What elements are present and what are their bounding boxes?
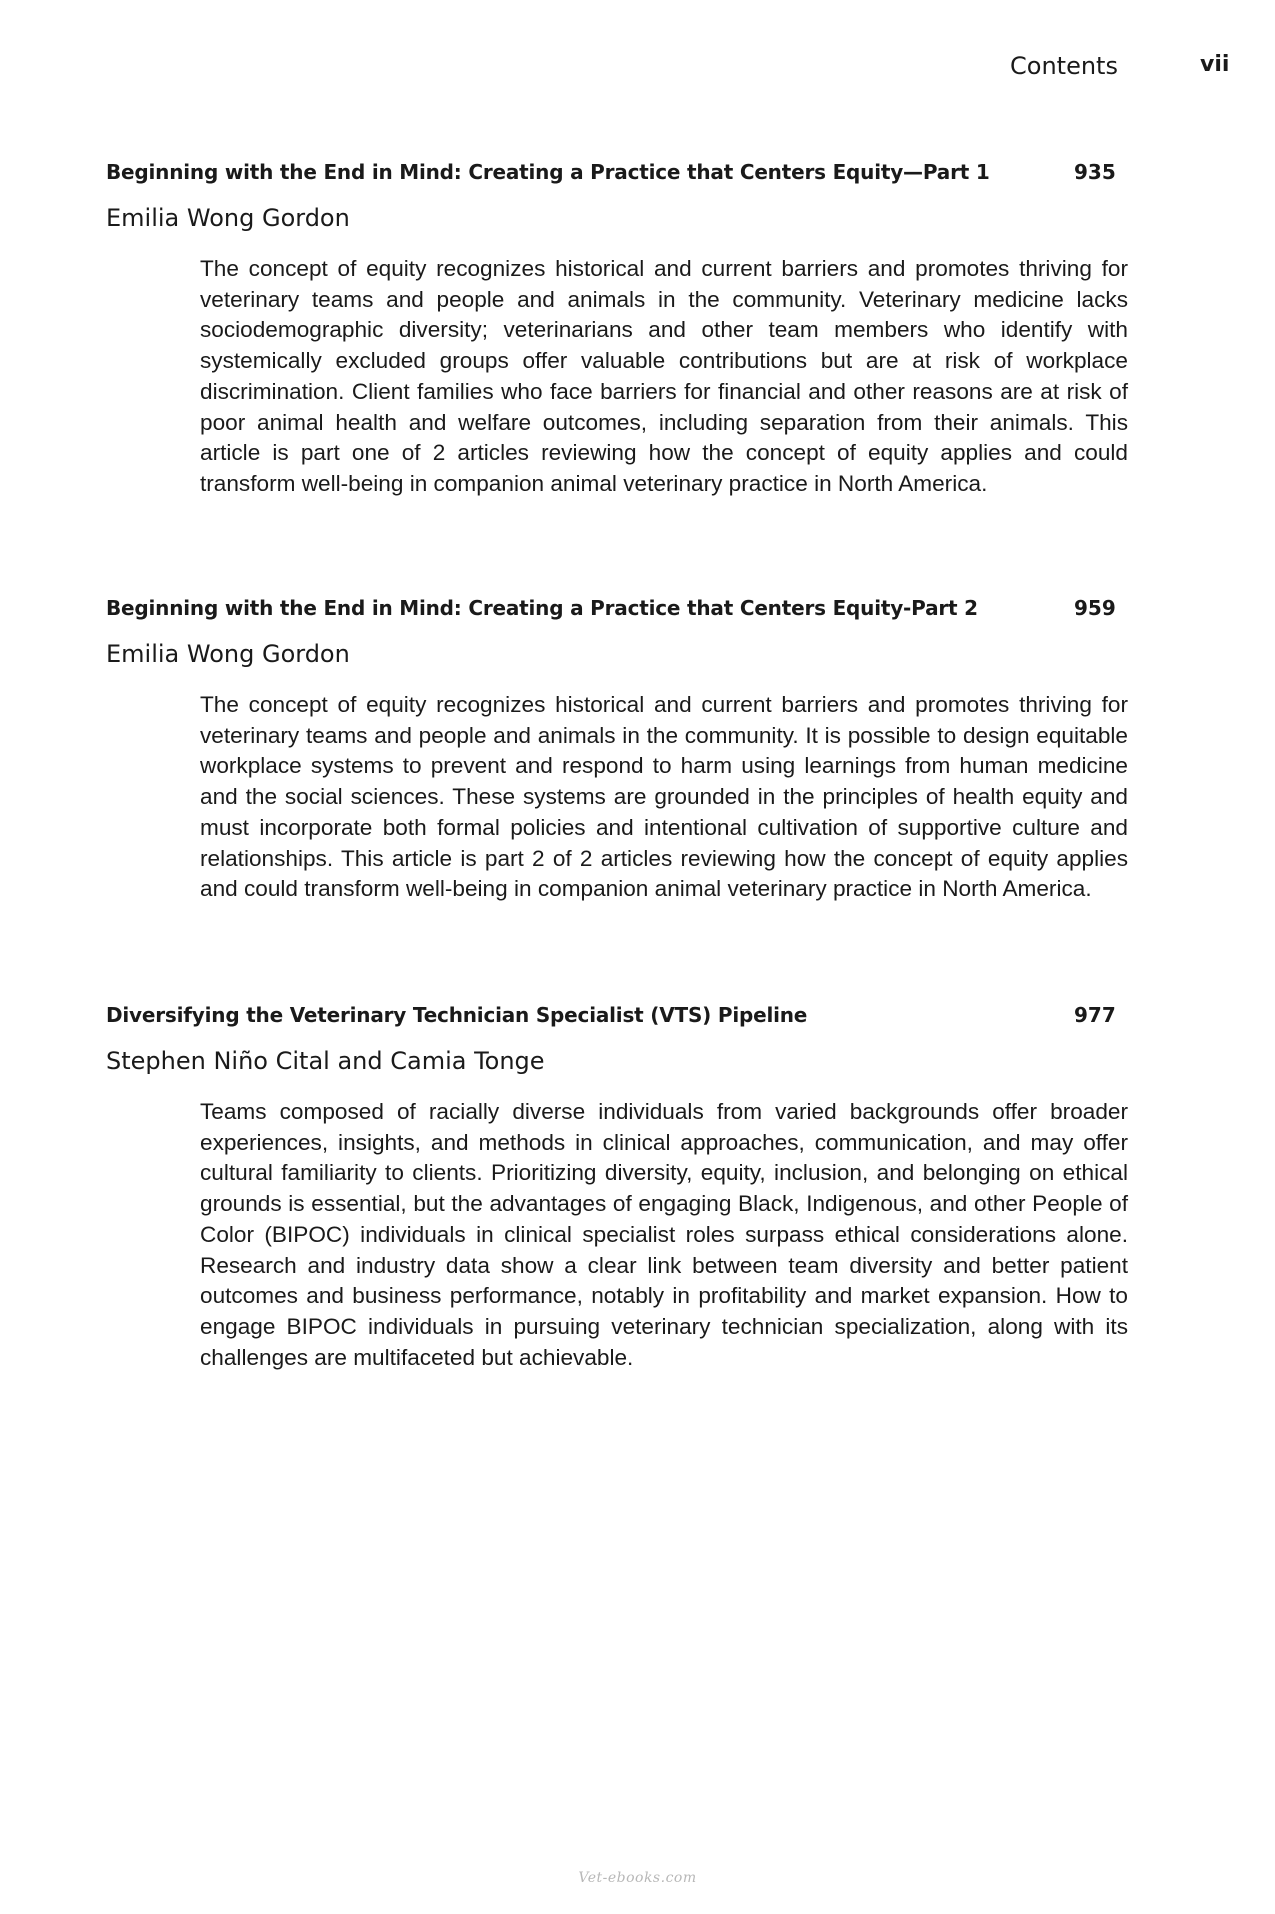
entry-title-row bbox=[106, 1003, 1116, 1037]
watermark-logo: Vet-ebooks.com bbox=[578, 1870, 697, 1886]
entry-authors: Emilia Wong Gordon bbox=[106, 640, 350, 668]
entry-authors: Stephen Niño Cital and Camia Tonge bbox=[106, 1047, 545, 1075]
page-number: vii bbox=[1200, 52, 1230, 77]
toc-entry bbox=[106, 160, 1128, 500]
entry-title[interactable]: Diversifying the Veterinary Technician Specialist (VTS) Pipeline bbox=[106, 1003, 808, 1027]
entry-abstract: The concept of equity recognizes historical and current barriers and promotes thriving for veterinary teams and people and animals in the community. Veterinary medicine lacks sociodemographic diversity; veterinarians and other team members who identify with systemically excluded groups offer valuable contributions but are at risk of workplace discrimination. Client families who face barriers for financial and other reasons are at risk of poor animal health and welfare outcomes, including separation from their animals. This article is part one of 2 articles reviewing how the concept of equity applies and could transform well-being in companion animal veterinary practice in North America. bbox=[200, 256, 1128, 496]
entry-page-number[interactable]: 935 bbox=[1074, 160, 1116, 184]
toc-entry bbox=[106, 596, 1128, 905]
running-head-section: Contents bbox=[1010, 52, 1118, 80]
entry-authors: Emilia Wong Gordon bbox=[106, 204, 350, 232]
entry-page-number[interactable]: 977 bbox=[1074, 1003, 1116, 1027]
entry-abstract: Teams composed of racially diverse individuals from varied backgrounds offer broader experiences, insights, and methods in clinical approaches, communication, and may offer cultural familiarity to clients. Prioritizing diversity, equity, inclusion, and belonging on ethical grounds is essential, but the advantages of engaging Black, Indigenous, and other People of Color (BIPOC) individuals in clinical specialist roles surpass ethical considerations alone. Research and industry data show a clear link between team diversity and better patient outcomes and business performance, notably in profitability and market expansion. How to engage BIPOC individuals in pursuing veterinary technician specialization, along with its challenges are multifaceted but achievable. bbox=[200, 1099, 1128, 1370]
toc-entry bbox=[106, 1003, 1128, 1373]
entry-abstract: The concept of equity recognizes historical and current barriers and promotes thriving for veterinary teams and people and animals in the community. It is possible to design equitable workplace systems to prevent and respond to harm using learnings from human medicine and the social sciences. These systems are grounded in the principles of health equity and must incorporate both formal policies and intentional cultivation of supportive culture and relationships. This article is part 2 of 2 articles reviewing how the concept of equity applies and could transform well-being in companion animal veterinary practice in North America. bbox=[200, 692, 1128, 902]
entry-title-row bbox=[106, 160, 1116, 194]
entry-page-number[interactable]: 959 bbox=[1074, 596, 1116, 620]
entry-title[interactable]: Beginning with the End in Mind: Creating a Practice that Centers Equity-Part 2 bbox=[106, 596, 978, 620]
entry-title[interactable]: Beginning with the End in Mind: Creating a Practice that Centers Equity—Part 1 bbox=[106, 160, 990, 184]
entry-title-row bbox=[106, 596, 1116, 630]
running-head bbox=[0, 52, 1275, 86]
